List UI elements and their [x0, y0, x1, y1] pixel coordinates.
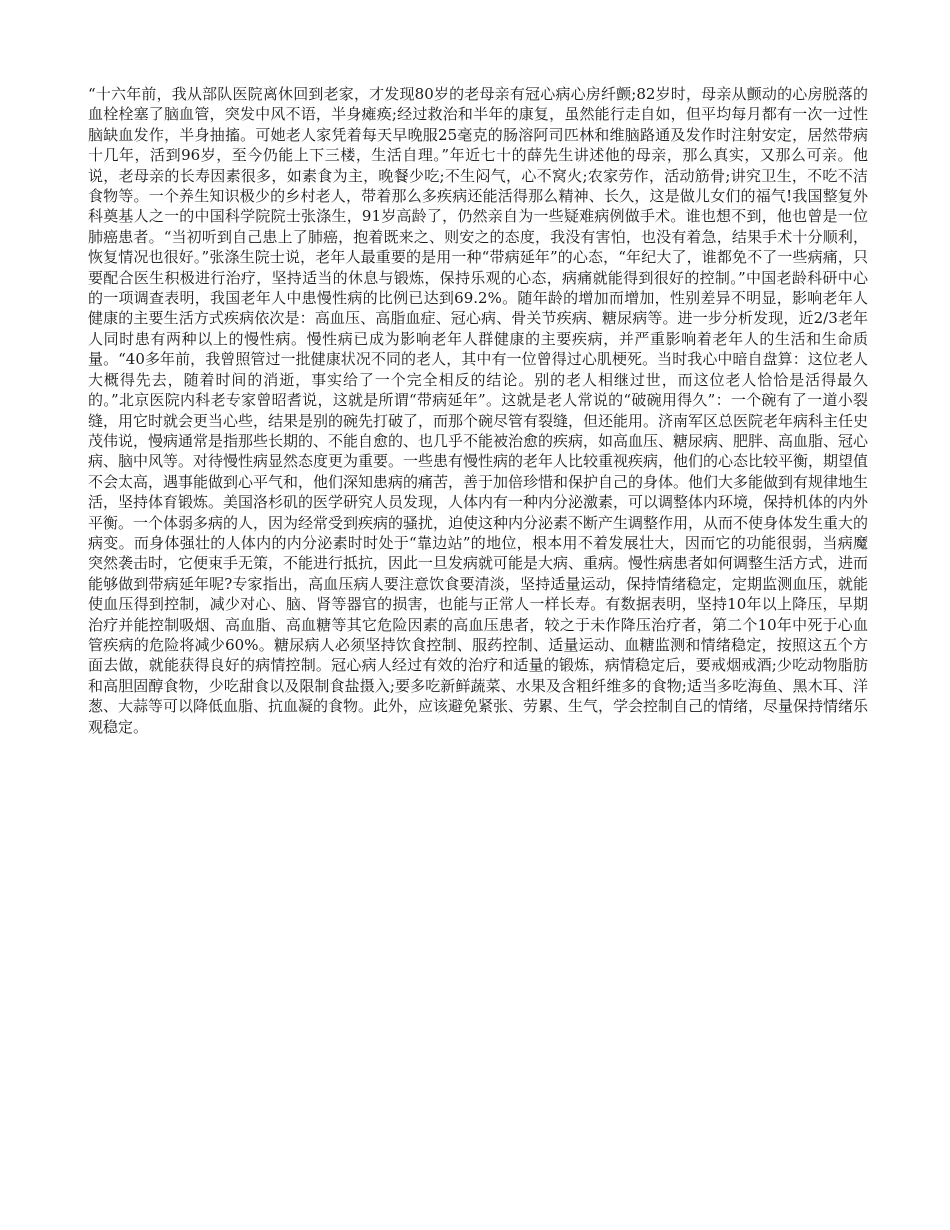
article-body-text: “十六年前，我从部队医院离休回到老家，才发现80岁的老母亲有冠心病心房纤颤;82岁时，母亲从颤动的心房脱落的血栓栓塞了脑血管，突发中风不语，半身瘫痪;经过救治和半年的康复，虽然能行走自如，但平均每月都有一次一过性脑缺血发作，半身抽搐。可她老人家凭着每天早晚服25毫克的肠溶阿司匹林和维脑路通及发作时注射安定，居然带病十几年，活到96岁，至今仍能上下三楼，生活自理。”年近七十的薛先生讲述他的母亲，那么真实，又那么可亲。他说，老母亲的长寿因素很多，如素食为主，晚餐少吃;不生闷气，心不窝火;农家劳作，活动筋骨;讲究卫生，不吃不洁食物等。一个养生知识极少的乡村老人，带着那么多疾病还能活得那么精神、长久，这是做儿女们的福气!我国整复外科奠基人之一的中国科学院院士张涤生，91岁高龄了，仍然亲自为一些疑难病例做手术。谁也想不到，他也曾是一位肺癌患者。“当初听到自己患上了肺癌，抱着既来之、则安之的态度，我没有害怕，也没有着急，结果手术十分顺利，恢复情况也很好。”张涤生院士说，老年人最重要的是用一种“带病延年”的心态，“年纪大了，谁都免不了一些病痛，只要配合医生积极进行治疗，坚持适当的休息与锻炼，保持乐观的心态，病痛就能得到很好的控制。”中国老龄科研中心的一项调查表明，我国老年人中患慢性病的比例已达到69.2%。随年龄的增加而增加，性别差异不明显，影响老年人健康的主要生活方式疾病依次是：高血压、高脂血症、冠心病、骨关节疾病、糖尿病等。进一步分析发现，近2/3老年人同时患有两种以上的慢性病。慢性病已成为影响老年人群健康的主要疾病，并严重影响着老年人的生活和生命质量。“40多年前，我曾照管过一批健康状况不同的老人，其中有一位曾得过心肌梗死。当时我心中暗自盘算：这位老人大概得先去，随着时间的消逝，事实给了一个完全相反的结论。别的老人相继过世，而这位老人恰恰是活得最久的。”北京医院内科老专家曾昭耆说，这就是所谓“带病延年”。这就是老人常说的“破碗用得久”：一个碗有了一道小裂缝，用它时就会更当心些，结果是别的碗先打破了，而那个碗尽管有裂缝，但还能用。济南军区总医院老年病科主任史茂伟说，慢病通常是指那些长期的、不能自愈的、也几乎不能被治愈的疾病，如高血压、糖尿病、肥胖、高血脂、冠心病、脑中风等。对待慢性病显然态度更为重要。一些患有慢性病的老年人比较重视疾病，他们的心态比较平衡，期望值不会太高，遇事能做到心平气和，他们深知患病的痛苦，善于加倍珍惜和保护自己的身体。他们大多能做到有规律地生活，坚持体育锻炼。美国洛杉矶的医学研究人员发现，人体内有一种内分泌激素，可以调整体内环境，保持机体的内外平衡。一个体弱多病的人，因为经常受到疾病的骚扰，迫使这种内分泌素不断产生调整作用，从而不使身体发生重大的病变。而身体强壮的人体内的内分泌素时时处于“靠边站”的地位，根本用不着发展壮大，因而它的功能很弱，当病魔突然袭击时，它便束手无策，不能进行抵抗，因此一旦发病就可能是大病、重病。慢性病患者如何调整生活方式，进而能够做到带病延年呢?专家指出，高血压病人要注意饮食要清淡，坚持适量运动，保持情绪稳定，定期监测血压，就能使血压得到控制，减少对心、脑、肾等器官的损害，也能与正常人一样长寿。有数据表明，坚持10年以上降压，早期治疗并能控制吸烟、高血脂、高血糖等其它危险因素的高血压患者，较之于未作降压治疗者，第二个10年中死于心血管疾病的危险将减少60%。糖尿病人必须坚持饮食控制、服药控制、适量运动、血糖监测和情绪稳定，按照这五个方面去做，就能获得良好的病情控制。冠心病人经过有效的治疗和适量的锻炼，病情稳定后，要戒烟戒酒;少吃动物脂肪和高胆固醇食物，少吃甜食以及限制食盐摄入;要多吃新鲜蔬菜、水果及含粗纤维多的食物;适当多吃海鱼、黑木耳、洋葱、大蒜等可以降低血脂、抗血凝的食物。此外，应该避免紧张、劳累、生气，学会控制自己的情绪，尽量保持情绪乐观稳定。 — [88, 85, 869, 736]
